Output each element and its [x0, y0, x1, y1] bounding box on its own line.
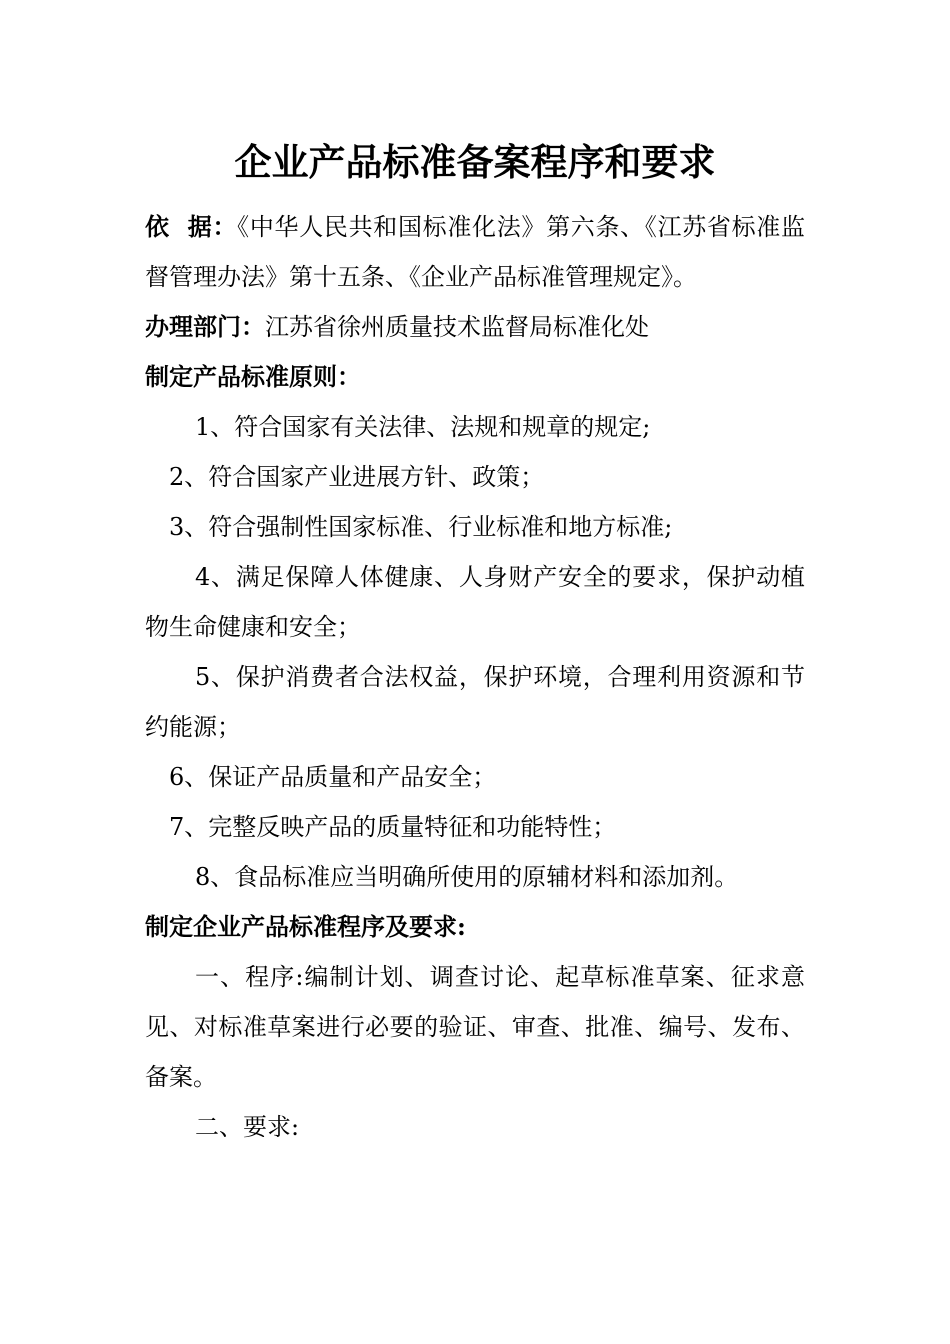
basis-text: 《中华人民共和国标准化法》第六条、《江苏省标准监督管理办法》第十五条、《企业产品标准管理规定》。 [145, 213, 805, 291]
principles-heading: 制定产品标准原则： [145, 362, 361, 391]
department-text: 江苏省徐州质量技术监督局标准化处 [265, 313, 649, 341]
procedure-heading: 制定企业产品标准程序及要求: [145, 912, 466, 941]
department-label: 办理部门： [145, 312, 265, 341]
basis-label: 依 据： [145, 212, 238, 241]
principle-item-8: 8、食品标准应当明确所使用的原辅材料和添加剂。 [195, 863, 739, 891]
procedure-paragraph: 一、程序:编制计划、调查讨论、起草标准草案、征求意见、对标准草案进行必要的验证、审查、批准、编号、发布、备案。 [145, 963, 805, 1091]
principle-item-5: 5、保护消费者合法权益，保护环境，合理利用资源和节约能源； [145, 663, 805, 741]
document-title: 企业产品标准备案程序和要求 [234, 140, 716, 184]
basis-paragraph [145, 202, 805, 302]
department-paragraph [145, 302, 805, 352]
principle-item-1: 1、符合国家有关法律、法规和规章的规定; [195, 413, 651, 441]
principle-item-7: 7、完整反映产品的质量特征和功能特性； [169, 813, 617, 841]
principle-item-3: 3、符合强制性国家标准、行业标准和地方标准; [169, 513, 673, 541]
principle-item-2: 2、符合国家产业进展方针、政策； [169, 463, 545, 491]
principle-item-6: 6、保证产品质量和产品安全； [169, 763, 497, 791]
document-body [145, 202, 805, 1152]
principle-item-4: 4、满足保障人体健康、人身财产安全的要求，保护动植物生命健康和安全； [145, 563, 805, 641]
requirements-heading: 二、要求: [195, 1113, 300, 1141]
